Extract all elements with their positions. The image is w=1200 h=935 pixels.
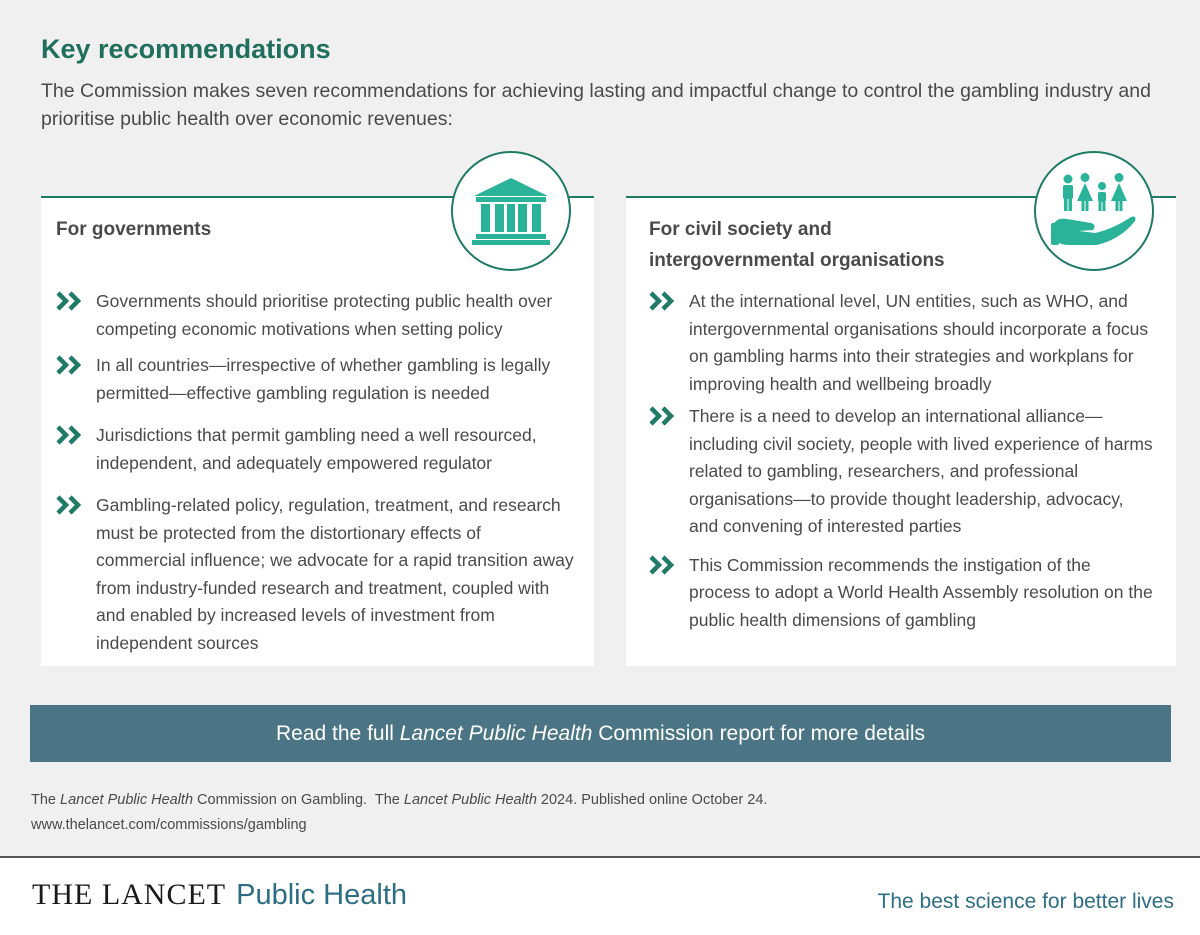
governments-recommendations <box>56 288 574 657</box>
banner-journal: Lancet Public Health <box>399 721 593 745</box>
recommendation-text: Gambling-related policy, regulation, treatment, and research must be protected from the distortionary effects of commercial influence; we advocate for a rapid transition away from industry-funded research and treatment, coupled with and enabled by increased levels of investment from independent sources <box>96 495 574 653</box>
civil-society-heading <box>649 214 945 276</box>
government-building-icon <box>451 151 571 271</box>
recommendation-text: This Commission recommends the instigation of the process to adopt a World Health Assembly resolution on the public health dimensions of gambling <box>689 554 1153 630</box>
civil-society-panel <box>626 196 1176 666</box>
recommendation-text: At the international level, UN entities, such as WHO, and intergovernmental organisations should incorporate a focus on gambling harms into their strategies and workplans for improving health and wellbeing broadly <box>689 291 1149 394</box>
tagline: The best science for better lives <box>877 890 1174 913</box>
citation <box>31 788 767 838</box>
recommendation-item <box>649 552 1156 635</box>
intro-text: The Commission makes seven recommendations for achieving lasting and impactful change to control the gambling industry and prioritise public health over economic revenues: <box>41 80 1151 130</box>
banner-prefix: Read the full <box>276 721 400 745</box>
citation-journal: Lancet Public Health <box>60 792 194 808</box>
double-chevron-icon <box>56 288 96 314</box>
citation-part: 2024. Published online October 24. <box>536 792 768 808</box>
double-chevron-icon <box>56 492 96 518</box>
read-full-report-banner[interactable] <box>30 705 1171 762</box>
citation-url[interactable]: www.thelancet.com/commissions/gambling <box>31 817 307 833</box>
citation-journal: Lancet Public Health <box>403 792 537 808</box>
recommendation-item <box>56 492 574 657</box>
recommendation-text: Jurisdictions that permit gambling need a well resourced, independent, and adequately empowered regulator <box>96 425 537 473</box>
recommendation-item <box>56 352 574 407</box>
double-chevron-icon <box>649 403 689 429</box>
logo-sub-text: Public Health <box>236 879 408 911</box>
double-chevron-icon <box>649 552 689 578</box>
page-title: Key recommendations <box>41 34 331 64</box>
banner-suffix: Commission report for more details <box>592 721 925 745</box>
double-chevron-icon <box>649 288 689 314</box>
double-chevron-icon <box>56 352 96 378</box>
recommendation-text: In all countries—irrespective of whether gambling is legally permitted—effective gambling regulation is needed <box>96 355 551 403</box>
recommendation-item <box>56 422 574 477</box>
people-in-hand-icon <box>1034 151 1154 271</box>
footer <box>0 858 1200 935</box>
recommendation-item <box>649 288 1156 398</box>
citation-part: Commission on Gambling. The <box>193 792 404 808</box>
citation-part: The <box>31 792 61 808</box>
recommendation-text: Governments should prioritise protecting public health over competing economic motivations when setting policy <box>96 291 553 339</box>
citation-line <box>31 788 767 813</box>
logo-main-text: THE LANCET <box>32 878 227 911</box>
recommendation-item <box>649 403 1156 541</box>
heading-line: intergovernmental organisations <box>649 250 945 271</box>
lancet-logo[interactable] <box>32 878 407 912</box>
double-chevron-icon <box>56 422 96 448</box>
heading-line: For civil society and <box>649 219 832 240</box>
governments-heading: For governments <box>56 219 212 240</box>
recommendation-item <box>56 288 574 343</box>
governments-panel <box>41 196 594 666</box>
recommendation-text: There is a need to develop an international alliance—including civil society, people with lived experience of harms related to gambling, researchers, and professional organisations—to provide thought leadership, advocacy, and convening of interested parties <box>689 406 1153 536</box>
civil-society-recommendations <box>649 288 1156 634</box>
